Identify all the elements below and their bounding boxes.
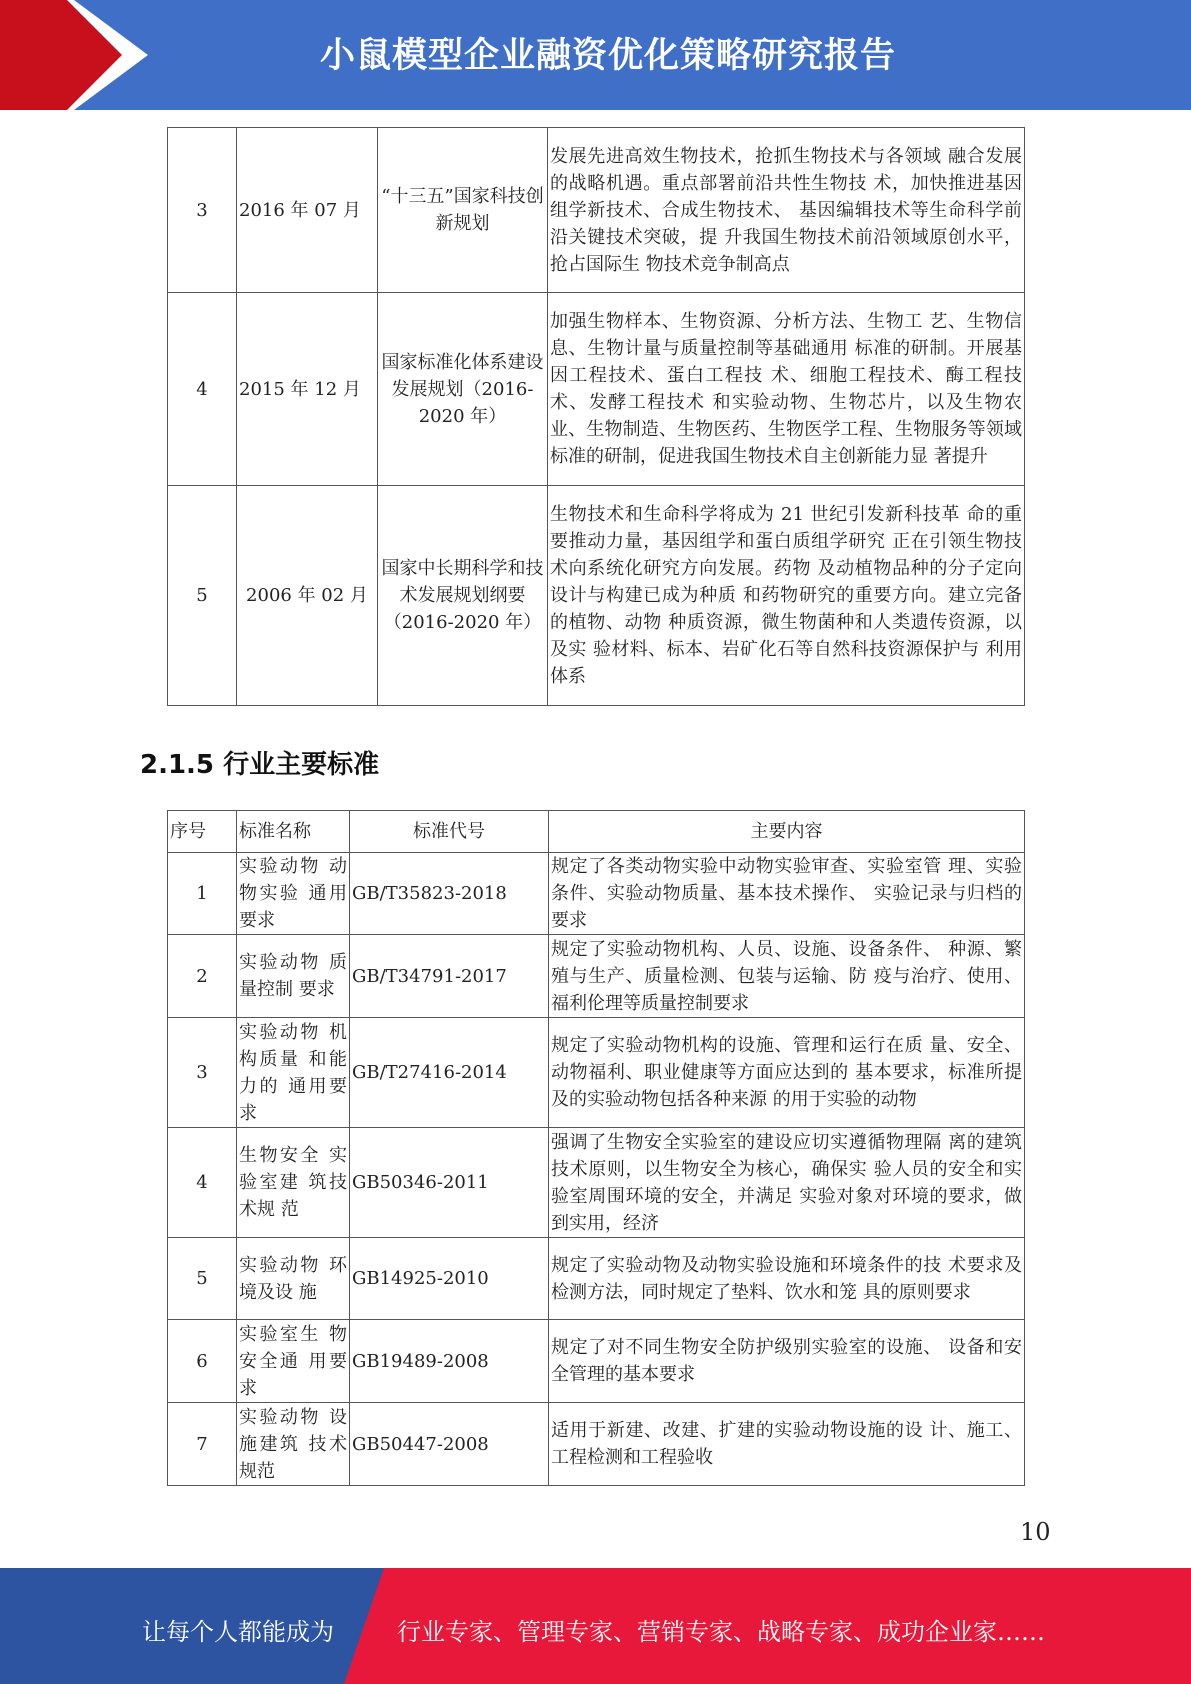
row-number: 5 [168, 486, 237, 706]
header-chevron-decoration [0, 0, 170, 110]
standard-content: 规定了实验动物机构、人员、设施、设备条件、 种源、繁殖与生产、质量检测、包装与运输、防 疫与治疗、使用、福利伦理等质量控制要求 [549, 935, 1025, 1018]
row-number: 3 [168, 1018, 237, 1128]
page-number: 10 [1020, 1518, 1051, 1546]
table-row [168, 486, 1025, 706]
table-header-row [168, 811, 1025, 853]
page-header [0, 0, 1191, 110]
report-title: 小鼠模型企业融资优化策略研究报告 [320, 36, 897, 76]
standard-code: GB/T34791-2017 [350, 935, 549, 1018]
standard-code: GB/T27416-2014 [350, 1018, 549, 1128]
row-number: 1 [168, 853, 237, 935]
table-row [168, 853, 1025, 935]
footer-slogan-left: 让每个人都能成为 [142, 1618, 334, 1646]
row-number: 4 [168, 293, 237, 486]
standard-name: 生物安全 实验室建 筑技术规 范 [237, 1128, 350, 1238]
row-number: 3 [168, 128, 237, 293]
standard-content: 适用于新建、改建、扩建的实验动物设施的设 计、施工、工程检测和工程验收 [549, 1403, 1025, 1486]
row-number: 2 [168, 935, 237, 1018]
standard-name: 实验动物 设施建筑 技术规范 [237, 1403, 350, 1486]
standard-code: GB19489-2008 [350, 1320, 549, 1403]
policy-date: 2016 年 07 月 [237, 128, 378, 293]
table-row [168, 293, 1025, 486]
policy-date: 2006 年 02 月 [237, 486, 378, 706]
policy-table [167, 127, 1025, 706]
table-row [168, 1018, 1025, 1128]
standards-table [167, 810, 1025, 1486]
standard-name: 实验动物 质量控制 要求 [237, 935, 350, 1018]
row-number: 4 [168, 1128, 237, 1238]
standard-code: GB14925-2010 [350, 1238, 549, 1320]
header-cell: 标准代号 [350, 811, 549, 853]
header-cell: 序号 [168, 811, 237, 853]
policy-content: 发展先进高效生物技术，抢抓生物技术与各领域 融合发展的战略机遇。重点部署前沿共性生物技 术，加快推进基因组学新技术、合成生物技术、 基因编辑技术等生命科学前沿关键技术突破，提 升我国生物技术前沿领域原创水平，抢占国际生 物技术竞争制高点 [548, 128, 1025, 293]
table-row [168, 935, 1025, 1018]
policy-name: “十三五”国家科技创新规划 [378, 128, 548, 293]
standard-content: 规定了实验动物及动物实验设施和环境条件的技 术要求及检测方法，同时规定了垫料、饮水和笼 具的原则要求 [549, 1238, 1025, 1320]
row-number: 7 [168, 1403, 237, 1486]
table-row [168, 1128, 1025, 1238]
section-heading: 2.1.5 行业主要标准 [140, 750, 380, 780]
standard-name: 实验室生 物安全通 用要求 [237, 1320, 350, 1403]
footer-slogan-right: 行业专家、管理专家、营销专家、战略专家、成功企业家…… [397, 1618, 1045, 1646]
policy-name: 国家中长期科学和技术发展规划纲要 （2016-2020 年） [378, 486, 548, 706]
standard-content: 规定了各类动物实验中动物实验审查、实验室管 理、实验条件、实验动物质量、基本技术操作、 实验记录与归档的要求 [549, 853, 1025, 935]
standard-name: 实验动物 环境及设 施 [237, 1238, 350, 1320]
row-number: 5 [168, 1238, 237, 1320]
table-row [168, 128, 1025, 293]
standard-content: 规定了实验动物机构的设施、管理和运行在质 量、安全、动物福利、职业健康等方面应达到的 基本要求，标准所提及的实验动物包括各种来源 的用于实验的动物 [549, 1018, 1025, 1128]
standard-code: GB50346-2011 [350, 1128, 549, 1238]
table-row [168, 1320, 1025, 1403]
policy-content: 加强生物样本、生物资源、分析方法、生物工 艺、生物信息、生物计量与质量控制等基础通用 标准的研制。开展基因工程技术、蛋白工程技 术、细胞工程技术、酶工程技术、发酵工程技术 和实验动物、生物芯片，以及生物农业、生物制造、生物医药、生物医学工程、生物服务等领域 标准的研制，促进我国生物技术自主创新能力显 著提升 [548, 293, 1025, 486]
standard-name: 实验动物 动物实验 通用要求 [237, 853, 350, 935]
policy-name: 国家标准化体系建设发展规划（2016-2020 年） [378, 293, 548, 486]
standard-name: 实验动物 机构质量 和能力的 通用要求 [237, 1018, 350, 1128]
header-cell: 标准名称 [237, 811, 350, 853]
page-footer [0, 1568, 1191, 1684]
standard-code: GB/T35823-2018 [350, 853, 549, 935]
policy-content: 生物技术和生命科学将成为 21 世纪引发新科技革 命的重要推动力量，基因组学和蛋白质组学研究 正在引领生物技术向系统化研究方向发展。药物 及动植物品种的分子定向设计与构建已成为种质 和药物研究的重要方向。建立完备的植物、动物 种质资源，微生物菌种和人类遗传资源，以及实 验材料、标本、岩矿化石等自然科技资源保护与 利用体系 [548, 486, 1025, 706]
header-cell: 主要内容 [549, 811, 1025, 853]
table-row [168, 1403, 1025, 1486]
policy-date: 2015 年 12 月 [237, 293, 378, 486]
row-number: 6 [168, 1320, 237, 1403]
table-row [168, 1238, 1025, 1320]
standard-content: 规定了对不同生物安全防护级别实验室的设施、 设备和安全管理的基本要求 [549, 1320, 1025, 1403]
standard-code: GB50447-2008 [350, 1403, 549, 1486]
standard-content: 强调了生物安全实验室的建设应切实遵循物理隔 离的建筑技术原则，以生物安全为核心，确保实 验人员的安全和实验室周围环境的安全，并满足 实验对象对环境的要求，做到实用，经济 [549, 1128, 1025, 1238]
